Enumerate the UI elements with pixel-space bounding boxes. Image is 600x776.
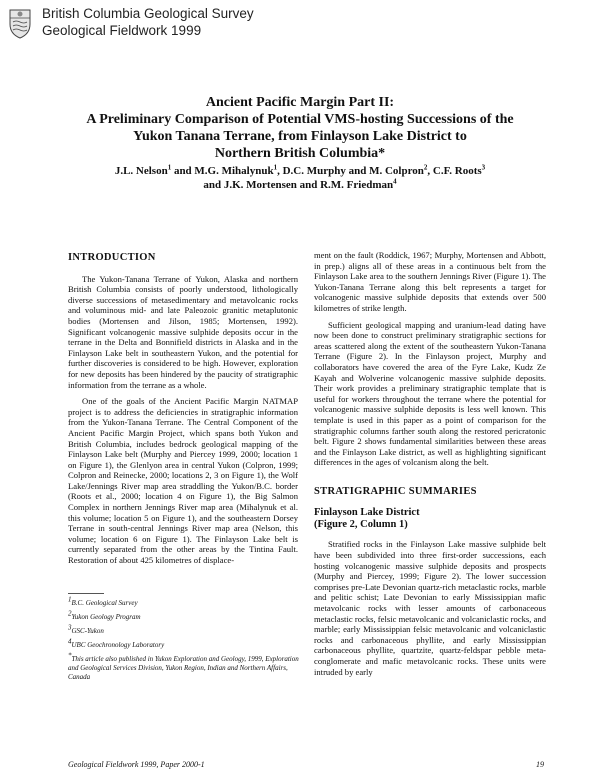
footnote-2: $^2$Yukon Geology Program — [68, 609, 141, 621]
section-heading-stratigraphic-summaries: STRATIGRAPHIC SUMMARIES — [314, 485, 477, 497]
text-column-left — [68, 250, 298, 572]
series-name: Geological Fieldwork 1999 — [42, 23, 202, 38]
author-list — [40, 164, 560, 192]
author-line-2 — [40, 178, 560, 192]
subsection-figure-ref: (Figure 2, Column 1) — [314, 519, 408, 531]
paragraph: The Yukon-Tanana Terrane of Yukon, Alaska and northern British Columbia consists of poorly understood, lithologically diverse successions of metasedimentary and metavolcanic rocks and voluminous mid- and late Paleozoic granitic metaplutonic bodies (Mortensen and Jilson, 1985; Mortensen, 1992). Significant volcanogenic massive sulphide deposits occur in the terrane in the Delta and Bonnifield districts in Alaska and in the Finlayson Lake belt in southeastern Yukon, and the potential for further discoveries is considered to be high. However, exploration for new deposits has been hindered by the paucity of stratigraphic information from the terrane as a whole. — [68, 273, 298, 390]
title-line-1: Ancient Pacific Margin Part II: — [205, 95, 395, 110]
footnote-divider — [68, 593, 104, 594]
footer-citation: Geological Fieldwork 1999, Paper 2000-1 — [68, 760, 205, 769]
footnotes — [68, 595, 303, 687]
author-nelson: J.L. Nelson — [114, 165, 168, 177]
page-number: 19 — [536, 760, 544, 769]
article-title — [40, 94, 560, 162]
bc-coat-of-arms-logo — [6, 6, 34, 40]
affiliation-mark: 2 — [423, 163, 428, 172]
affiliation-mark: 1 — [273, 163, 278, 172]
footnote-4: $^4$UBC Geochronology Laboratory — [68, 637, 165, 649]
subsection-title: Finlayson Lake District — [314, 507, 420, 519]
title-line-4: Northern British Columbia* — [214, 146, 386, 161]
paragraph: ment on the fault (Roddick, 1967; Murphy, Mortensen and Abbott, in prep.) aligns all of these areas in a continuous belt from the Finlayson Lake area to the southern Jennings River (Figure 1). The Yukon-Tanana Terrane along this belt represents a target for volcanogenic massive sulphide deposits that extends over 500 kilometres of strike length. — [314, 250, 546, 313]
text-column-right — [314, 250, 546, 683]
footnote-star: *This article also published in Yukon Exploration and Geology, 1999, Exploration and Geological Services Division, Yukon Region, Indian and Northern Affairs, Canada — [68, 651, 299, 681]
footnote-1: $^1$B.C. Geological Survey — [68, 595, 138, 607]
author-line-1 — [40, 164, 560, 178]
page-header — [0, 0, 600, 44]
affiliation-mark: 3 — [481, 163, 486, 172]
footnote-3: $^3$GSC-Yukon — [68, 623, 104, 635]
subsection-heading-finlayson — [314, 507, 546, 531]
author-murphy-colpron: , D.C. Murphy and M. Colpron — [277, 165, 424, 177]
section-heading-introduction: INTRODUCTION — [68, 252, 156, 263]
header-text — [42, 5, 254, 39]
author-mortensen-friedman: and J.K. Mortensen and R.M. Friedman — [203, 179, 394, 191]
publisher-name: British Columbia Geological Survey — [42, 6, 254, 21]
affiliation-mark: 4 — [393, 177, 397, 186]
author-roots: , C.F. Roots — [427, 165, 482, 177]
title-line-2: A Preliminary Comparison of Potential VMS-hosting Successions of the — [86, 112, 514, 127]
affiliation-mark: 1 — [167, 163, 172, 172]
title-line-3: Yukon Tanana Terrane, from Finlayson Lake District to — [133, 129, 467, 144]
paragraph: One of the goals of the Ancient Pacific Margin NATMAP project is to address the deficiencies in stratigraphic information from the Yukon-Tanana Terrane. The Central Component of the Ancient Pacific Margin Project, which spans both Yukon and British Columbia, includes bedrock geological mapping of the Finlayson Lake belt (Murphy and Piercey 1999, 2000; location 1 on Figure 1), the Glenlyon area in central Yukon (Colpron, 1999; Colpron and Reinecke, 2000; locations 2, 3 on Figure 1), the Wolf Lake/Jennings River map area straddling the Yukon/B.C. border (Roots et al., 2000; location 4 on Figure 1), the Big Salmon Complex in northern Jennings River map area (Mihalynuk et al. this volume; location 5 on Figure 1), and the southeastern Dorsey Terrane in south-central Jennings River map area (Nelson, this volume; location 6 on Figure 1). The Finlayson Lake belt is currently separated from the other areas by the Tintina Fault. Restoration of about 425 kilometres of displace- — [68, 396, 298, 566]
paragraph: Sufficient geological mapping and uranium-lead dating have now been done to construct preliminary stratigraphic sections for areas scattered along the extent of the southeastern Yukon-Tanana Terrane (Figure 2). In the Finlayson project, Murphy and collaborators have covered the area of the Fyre Lake, Kudz Ze Kayah and Wolverine volcanogenic massive sulphide deposits. Their work provides a preliminary stratigraphic template that is useful for workers throughout the terrane where the potential for volcanogenic massive sulphide deposits is less well known. This template is used in this paper as a point of comparison for the stratigraphic columns farther south along the restored pericratonic belt. Figure 2 shows fundamental similarities between these areas and the Finlayson Lake district, as well as highlighting significant differences in the ages of volcanism along the belt. — [314, 319, 546, 468]
paragraph: Stratified rocks in the Finlayson Lake massive sulphide belt have been subdivided into three first-order successions, each hosting volcanogenic massive sulphide deposits and prospects (Murphy and Piercey, 1999; Figure 2). The lower succession comprises pre-Late Devonian quartz-rich metaclastic rocks, marble and pelitic schist; Late Devonian to early Mississippian mafic metavolcanic rocks with lesser amounts of carbonaceous metaclastic rocks, felsic metavolcanic and volcaniclastic rocks, and marble; early Mississippian felsic metavolcanic and volcaniclastic rocks and carbonaceous phyllite, and early Mississippian carbonaceous phyllite, quartzite, quartz-feldspar pebble meta-conglomerate and mafic metavolcanic rocks. These units were intruded by early — [314, 539, 546, 677]
author-mihalynuk: and M.G. Mihalynuk — [171, 165, 274, 177]
